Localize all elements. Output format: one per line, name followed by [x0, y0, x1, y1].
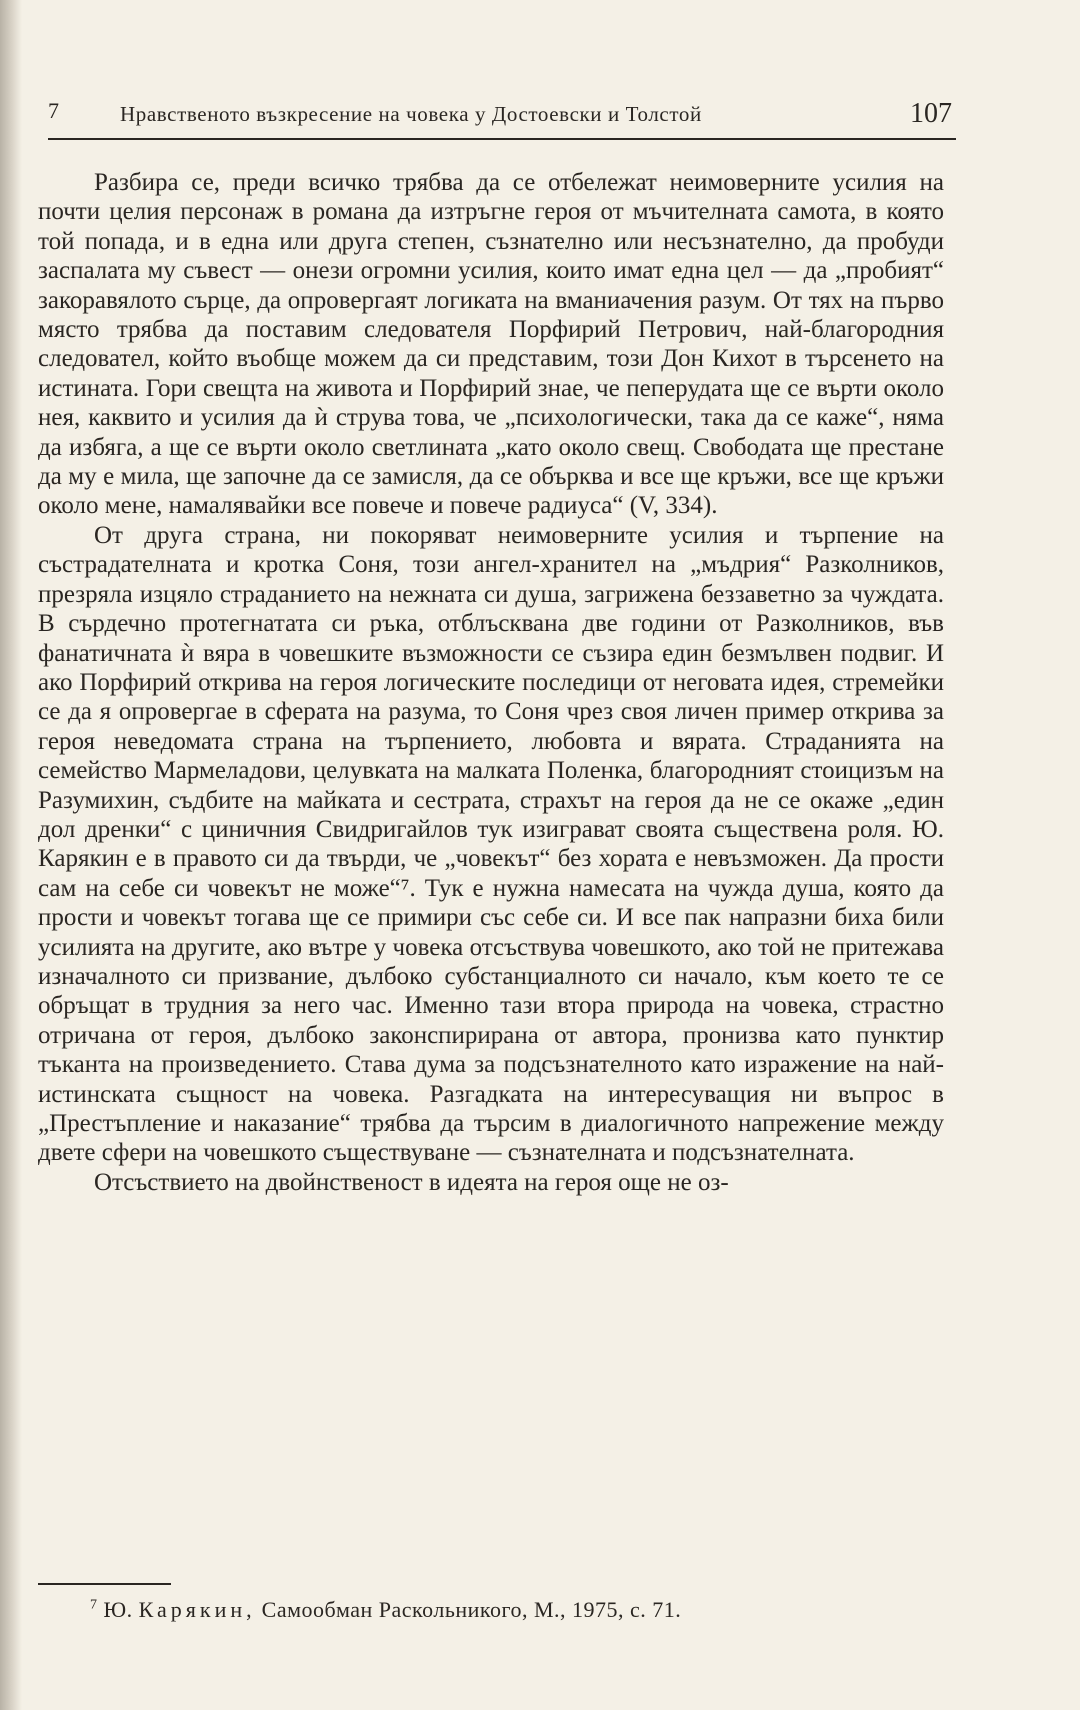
footnote-author-initial: Ю.	[103, 1597, 133, 1622]
footnote	[90, 1597, 681, 1623]
running-header	[48, 96, 958, 136]
page-number: 107	[910, 98, 952, 129]
running-title: Нравственото възкресение на човека у Достоевски и Толстой	[120, 102, 702, 126]
book-page	[38, 0, 1058, 1710]
book-spine-shadow	[0, 0, 22, 1710]
footnote-citation: Самообман Раскольникого, М., 1975, с. 71.	[261, 1597, 682, 1622]
footnote-rule	[38, 1583, 171, 1585]
body-text	[38, 168, 944, 1197]
footnote-author-surname: Карякин,	[138, 1597, 256, 1622]
paragraph: Отсъствието на двойнственост в идеята на героя още не оз-	[94, 1168, 729, 1196]
section-number: 7	[48, 98, 59, 123]
paragraph: Разбира се, преди всичко трябва да се отбележат неимоверните усилия на почти целия персонаж в романа да изтръгне героя от мъчителната самота, в която той попада, и в една или друга степен, съзнателно или несъзнателно, да пробуди заспалата му съвест — онези огромни усилия, които имат една цел — да „пробият“ закоравялото сърце, да опровергаят логиката на вманиачения разум. От тях на първо място трябва да поставим следователя Порфирий Петрович, най-благородния следовател, който въобще можем да си представим, този Дон Кихот в търсенето на истината. Гори свещта на живота и Порфирий знае, че пеперудата ще се върти около нея, каквито и усилия да ѝ струва това, че „психологически, така да се каже“, няма да избяга, а ще се върти около светлината „като около свещ. Свободата ще престане да му е мила, ще започне да се замисля, да се обърква и все ще кръжи, все ще кръжи около мене, намалявайки все повече и повече радиуса“ (V, 334).	[38, 169, 944, 520]
paragraph: От друга страна, ни покоряват неимоверните усилия и търпение на състрадателната и кротка Соня, този ангел-хранител на „мъдрия“ Разколников, презряла изцяло страданието на нежната си душа, загрижена беззаветно за чуждата. В сърдечно протегнатата си ръка, отблъсквана две години от Разколников, във фанатичната ѝ вяра в човешките възможности се съзира един безмълвен подвиг. И ако Порфирий открива на героя логическите последици от неговата идея, стремейки се да я опровергае в сферата на разума, то Соня чрез своя личен пример открива за героя неведомата страна на търпението, любовта и вярата. Страданията на семейство Мармеладови, целувката на малката Поленка, благородният стоицизъм на Разумихин, съдбите на майката и сестрата, страхът на героя да не се окаже „един дол дренки“ с циничния Свидригайлов тук изиграват своята съществена роля. Ю. Карякин е в правото си да твърди, че „човекът“ без хората е невъзможен. Да прости сам на себе си човекът не може“⁷. Тук е нужна намесата на чужда душа, която да прости и човекът тогава ще се примири със себе си. И все пак напразни биха били усилията на другите, ако вътре у човека отсъствува човешкото, ако той не притежава изначалното си призвание, дълбоко субстанциалното си начало, към което те се обръщат в трудния за него час. Именно тази втора природа на човека, страстно отричана от героя, дълбоко законспирирана от автора, пронизва като пунктир тъканта на произведението. Става дума за подсъзнателното като изражение на най-истинската същност на човека. Разгадката на интересуващия ни въпрос в „Престъпление и наказание“ трябва да търсим в диалогичното напрежение между двете сфери на човешкото съществуване — съзнателната и подсъзнателната.	[38, 521, 944, 1167]
header-rule	[48, 138, 956, 140]
footnote-marker: 7	[90, 1597, 98, 1613]
